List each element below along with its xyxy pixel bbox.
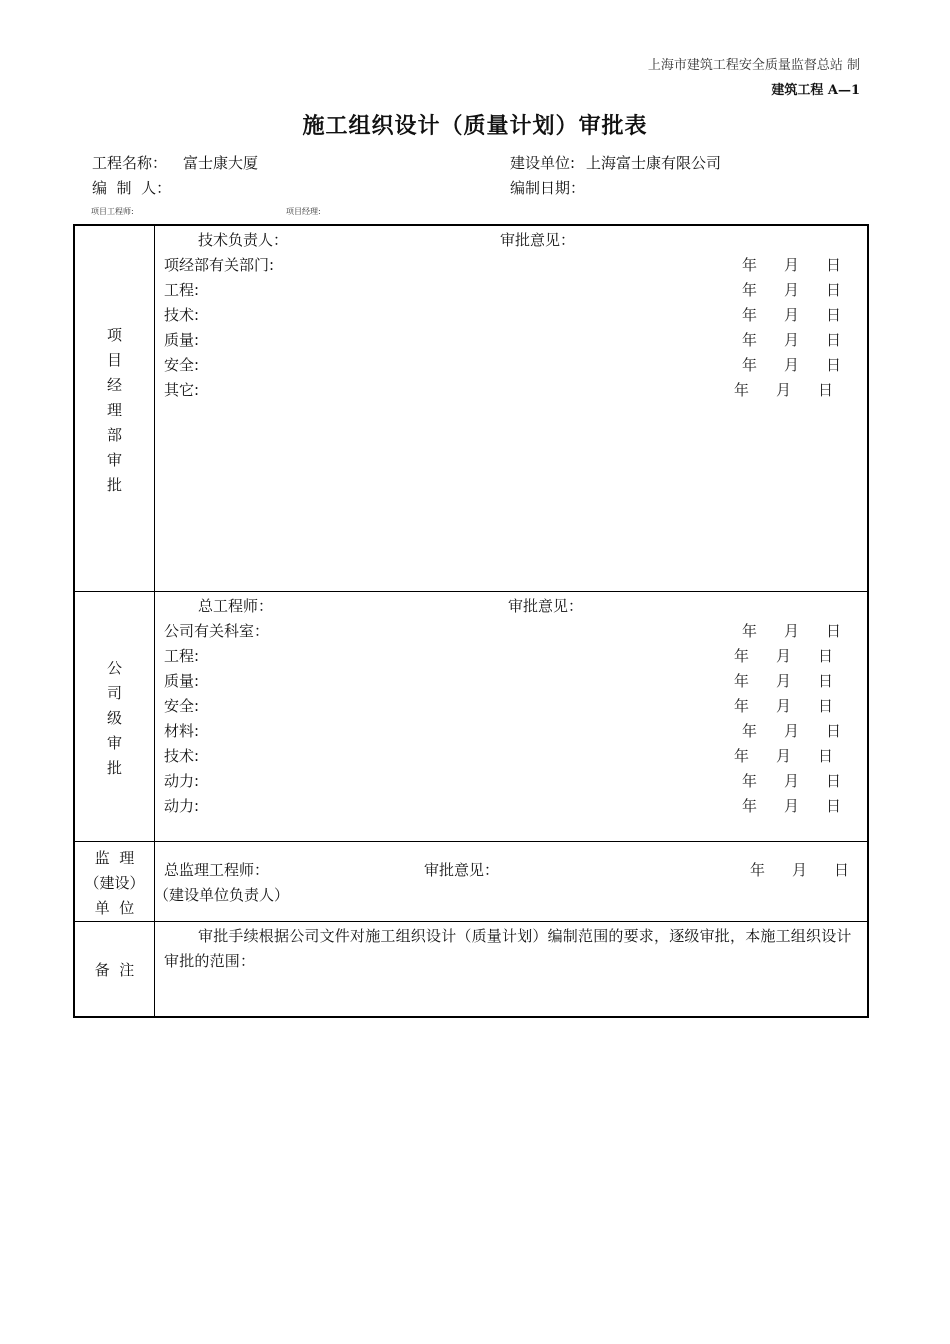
project-manager-label: 项目经理: [286, 207, 321, 216]
date-field [742, 353, 841, 378]
label-char: 司 [106, 684, 122, 702]
date-field [742, 253, 841, 278]
builder-lead-field: （建设单位负责人） [154, 886, 290, 904]
label-line: 单 位 [94, 899, 135, 917]
month-label: 月 [784, 331, 800, 349]
year-label: 年 [734, 747, 750, 765]
date-field [742, 794, 841, 819]
row-divider [75, 921, 867, 922]
label-char: 审 [106, 451, 122, 469]
technology-field: 技术: [164, 306, 200, 324]
label-char: 目 [106, 351, 122, 369]
day-label: 日 [826, 281, 842, 299]
safety-field: 安全: [164, 697, 200, 715]
day-label: 日 [826, 356, 842, 374]
power-field: 动力: [164, 772, 200, 790]
date-field [734, 744, 833, 769]
date-field [742, 619, 841, 644]
day-label: 日 [818, 381, 834, 399]
opinion-field: 审批意见： [500, 231, 576, 249]
label-char: 批 [106, 476, 122, 494]
date-field [742, 278, 841, 303]
month-label: 月 [776, 672, 792, 690]
day-label: 日 [826, 256, 842, 274]
label-char: 部 [106, 426, 122, 444]
month-label: 月 [784, 306, 800, 324]
day-label: 日 [818, 647, 834, 665]
date-field [734, 694, 833, 719]
day-label: 日 [826, 306, 842, 324]
label-char: 批 [106, 759, 122, 777]
day-label: 日 [826, 331, 842, 349]
section-company-label [75, 656, 154, 781]
day-label: 日 [826, 722, 842, 740]
approval-form-table [73, 224, 869, 1018]
section-project-dept-label [75, 323, 154, 498]
row-divider [75, 591, 867, 592]
label-char: 经 [106, 376, 122, 394]
date-field [734, 378, 833, 403]
date-field [742, 769, 841, 794]
quality-field: 质量: [164, 672, 200, 690]
engineering-field: 工程: [164, 647, 200, 665]
issuer-text: 上海市建筑工程安全质量监督总站 制 [647, 58, 860, 73]
page-title: 施工组织设计（质量计划）审批表 [302, 114, 648, 139]
power-field: 动力: [164, 797, 200, 815]
month-label: 月 [784, 622, 800, 640]
year-label: 年 [734, 381, 750, 399]
year-label: 年 [742, 356, 758, 374]
year-label: 年 [742, 622, 758, 640]
day-label: 日 [826, 797, 842, 815]
chief-engineer-field: 总工程师： [198, 597, 274, 615]
date-field [750, 858, 849, 883]
chief-supervisor-field: 总监理工程师： [164, 861, 270, 879]
opinion-field: 审批意见： [508, 597, 584, 615]
label-char: 级 [106, 709, 122, 727]
month-label: 月 [784, 772, 800, 790]
date-field [742, 303, 841, 328]
remarks-text: 审批手续根据公司文件对施工组织设计（质量计划）编制范围的要求，逐级审批，本施工组织设计审批的范围： [164, 927, 852, 970]
section-supervision-label [75, 846, 154, 921]
month-label: 月 [776, 647, 792, 665]
dept-field: 公司有关科室： [164, 622, 270, 640]
year-label: 年 [742, 722, 758, 740]
compiler-label: 编 制 人： [92, 179, 172, 197]
form-code: 建筑工程 A—1 [771, 83, 860, 98]
tech-lead-field: 技术负责人： [198, 231, 289, 249]
year-label: 年 [750, 861, 766, 879]
compile-date-label: 编制日期： [510, 179, 586, 197]
year-label: 年 [742, 797, 758, 815]
dept-field: 项经部有关部门: [164, 256, 275, 274]
label-char: 理 [106, 401, 122, 419]
month-label: 月 [776, 381, 792, 399]
builder-label: 建设单位: [510, 154, 576, 172]
other-field: 其它: [164, 381, 200, 399]
day-label: 日 [818, 747, 834, 765]
month-label: 月 [784, 256, 800, 274]
date-field [742, 328, 841, 353]
day-label: 日 [818, 672, 834, 690]
year-label: 年 [734, 672, 750, 690]
technology-field: 技术: [164, 747, 200, 765]
label-char: 审 [106, 734, 122, 752]
section-remarks-label: 备 注 [94, 961, 135, 979]
project-name-value: 富士康大厦 [183, 154, 259, 172]
month-label: 月 [784, 356, 800, 374]
quality-field: 质量: [164, 331, 200, 349]
project-name-label: 工程名称： [92, 154, 168, 172]
builder-value: 上海富士康有限公司 [586, 154, 722, 172]
label-line: 监 理 [94, 849, 135, 867]
project-engineer-label: 项目工程师: [91, 207, 134, 216]
year-label: 年 [734, 697, 750, 715]
label-char: 项 [106, 326, 122, 344]
month-label: 月 [784, 797, 800, 815]
label-char: 公 [106, 659, 122, 677]
materials-field: 材料: [164, 722, 200, 740]
month-label: 月 [784, 722, 800, 740]
row-divider [75, 841, 867, 842]
date-field [734, 669, 833, 694]
year-label: 年 [742, 331, 758, 349]
day-label: 日 [826, 622, 842, 640]
safety-field: 安全: [164, 356, 200, 374]
label-line: （建设） [84, 874, 145, 892]
month-label: 月 [776, 747, 792, 765]
year-label: 年 [742, 256, 758, 274]
opinion-field: 审批意见： [424, 861, 500, 879]
date-field [742, 719, 841, 744]
date-field [734, 644, 833, 669]
year-label: 年 [734, 647, 750, 665]
month-label: 月 [792, 861, 808, 879]
year-label: 年 [742, 281, 758, 299]
year-label: 年 [742, 306, 758, 324]
month-label: 月 [776, 697, 792, 715]
engineering-field: 工程: [164, 281, 200, 299]
year-label: 年 [742, 772, 758, 790]
day-label: 日 [826, 772, 842, 790]
day-label: 日 [834, 861, 850, 879]
month-label: 月 [784, 281, 800, 299]
day-label: 日 [818, 697, 834, 715]
